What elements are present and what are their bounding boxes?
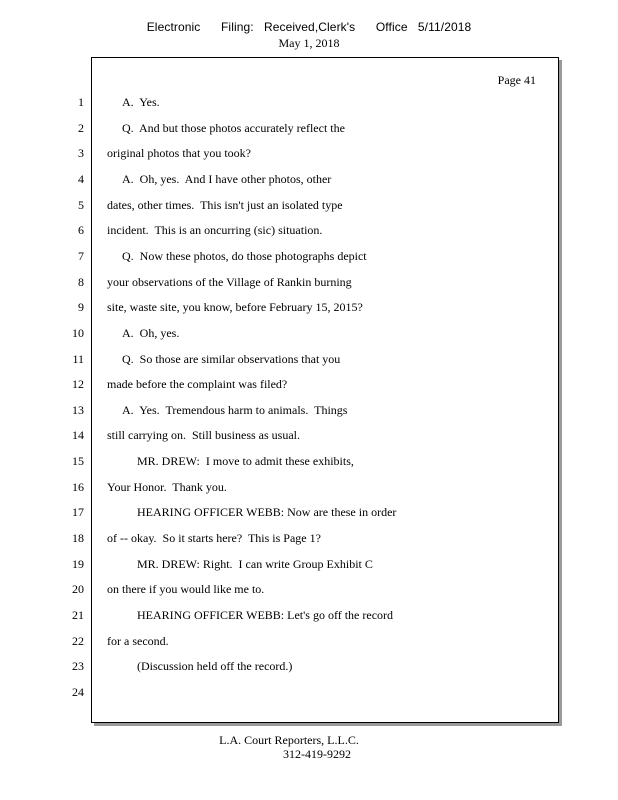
- line-number: 4: [78, 172, 84, 186]
- transcript-line: your observations of the Village of Rankin burning: [107, 275, 352, 289]
- line-number: 14: [72, 428, 84, 442]
- line-number: 6: [78, 223, 84, 237]
- transcript-line: A. Oh, yes. And I have other photos, other: [122, 172, 332, 186]
- transcript-line: original photos that you took?: [107, 146, 251, 160]
- transcript-line: incident. This is an oncurring (sic) situation.: [107, 223, 323, 237]
- transcript-line: Q. And but those photos accurately reflect the: [122, 121, 345, 135]
- transcript-line: site, waste site, you know, before February 15, 2015?: [107, 300, 363, 314]
- line-number: 10: [72, 326, 84, 340]
- line-number: 19: [72, 557, 84, 571]
- line-number: 15: [72, 454, 84, 468]
- line-number: 1: [78, 95, 84, 109]
- transcript-line: dates, other times. This isn't just an isolated type: [107, 198, 343, 212]
- line-number: 9: [78, 300, 84, 314]
- transcript-line: on there if you would like me to.: [107, 582, 265, 596]
- line-number: 21: [72, 608, 84, 622]
- transcript-line: Your Honor. Thank you.: [107, 480, 227, 494]
- transcript-line: A. Oh, yes.: [122, 326, 180, 340]
- line-number: 22: [72, 634, 84, 648]
- transcript-line: still carrying on. Still business as usual.: [107, 428, 300, 442]
- footer-company: L.A. Court Reporters, L.L.C.: [219, 733, 359, 747]
- transcript-line: HEARING OFFICER WEBB: Now are these in order: [137, 505, 397, 519]
- line-number: 3: [78, 146, 84, 160]
- line-number: 11: [72, 352, 84, 366]
- transcript-line: HEARING OFFICER WEBB: Let's go off the record: [137, 608, 394, 622]
- line-number: 18: [72, 531, 84, 545]
- line-number: 17: [72, 505, 84, 519]
- line-number: 2: [78, 121, 84, 135]
- transcript-line: Q. So those are similar observations that you: [122, 352, 341, 366]
- transcript-line: for a second.: [107, 634, 169, 648]
- transcript-line: A. Yes.: [122, 95, 160, 109]
- header-date: May 1, 2018: [278, 36, 340, 50]
- transcript-line: MR. DREW: I move to admit these exhibits,: [137, 454, 354, 468]
- line-number: 8: [78, 275, 84, 289]
- filing-stamp: Electronic Filing: Received,Clerk's Office 5/11/2018: [146, 20, 472, 34]
- transcript-line: Q. Now these photos, do those photographs depict: [122, 249, 367, 263]
- line-number: 23: [72, 659, 84, 673]
- transcript-line: made before the complaint was filed?: [107, 377, 288, 391]
- transcript-line: (Discussion held off the record.): [137, 659, 293, 673]
- line-number: 20: [72, 582, 84, 596]
- transcript-line: of -- okay. So it starts here? This is Page 1?: [107, 531, 321, 545]
- transcript-line: A. Yes. Tremendous harm to animals. Things: [122, 403, 348, 417]
- line-number: 5: [78, 198, 84, 212]
- line-number: 12: [72, 377, 84, 391]
- line-number: 7: [78, 249, 84, 263]
- footer-phone: 312-419-9292: [283, 747, 351, 761]
- transcript-line: MR. DREW: Right. I can write Group Exhibit C: [137, 557, 373, 571]
- page-number: Page 41: [497, 73, 536, 87]
- line-number: 16: [72, 480, 84, 494]
- line-number: 13: [72, 403, 84, 417]
- line-number: 24: [72, 685, 84, 699]
